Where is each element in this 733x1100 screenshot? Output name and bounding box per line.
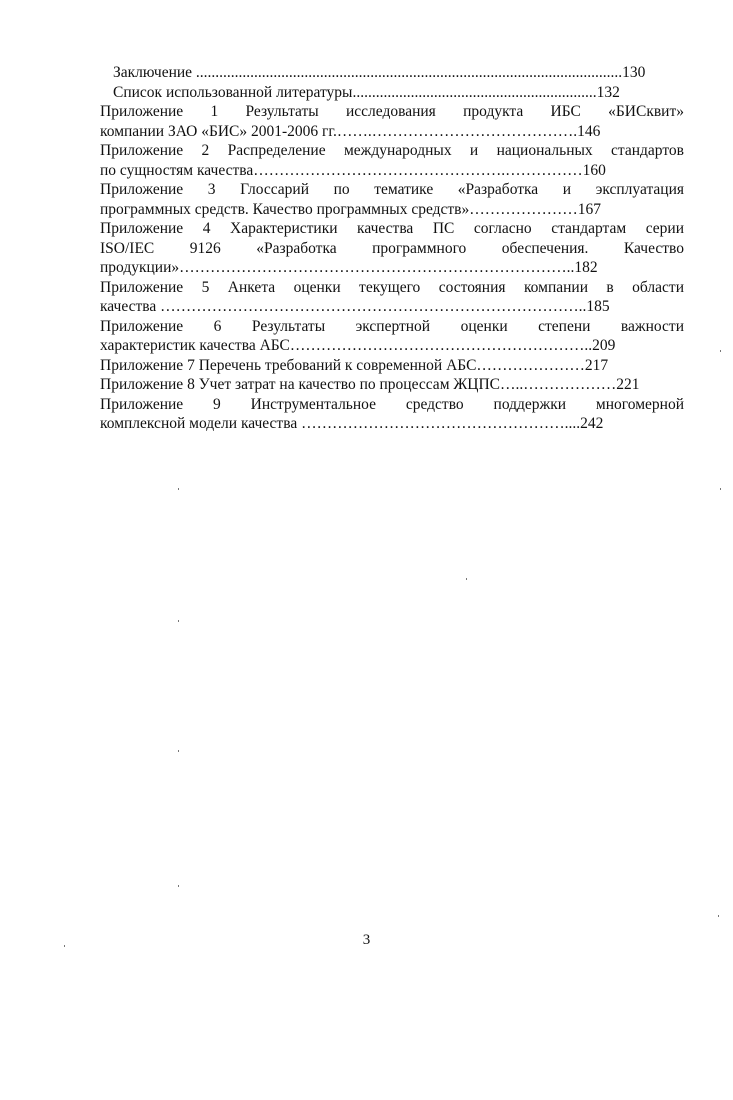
toc-entry-appendix-3-line-1: Приложение 3 Глоссарий по тематике «Разработка и эксплуатация <box>100 181 684 198</box>
toc-entry-appendix-4-line-2: ISO/IEC 9126 «Разработка программного обеспечения. Качество <box>100 239 684 257</box>
toc-entry-appendix-9 <box>100 395 684 434</box>
toc-entry-appendix-5 <box>100 278 684 317</box>
toc-entry-appendix-9-line-1: Приложение 9 Инструментальное средство поддержки многомерной <box>100 395 684 413</box>
toc-entry-appendix-3 <box>100 180 684 219</box>
toc-entry-conclusion: Заключение ..............................................................................................................130 <box>113 64 646 81</box>
scan-speck <box>720 350 721 352</box>
toc-entry-appendix-1-line-2: компании ЗАО «БИС» 2001-2006 гг.…….………………………………….146 <box>100 122 601 140</box>
toc-entry-appendix-6-line-2: характеристик качества АБС…………………………………………………..209 <box>100 337 616 354</box>
toc-entry-appendix-4-line-1: Приложение 4 Характеристики качества ПС согласно стандартам серии <box>100 220 684 237</box>
toc-entry-references: Список использованной литературы...............................................................132 <box>113 83 620 101</box>
scan-speck <box>64 945 65 947</box>
toc-entry-appendix-1-line-1: Приложение 1 Результаты исследования продукта ИБС «БИСквит» <box>100 103 684 120</box>
scan-speck <box>718 915 719 917</box>
scan-speck <box>178 620 179 622</box>
scan-speck <box>466 578 467 580</box>
page-number: 3 <box>362 932 371 948</box>
scan-speck <box>178 488 179 490</box>
scan-speck <box>178 750 179 752</box>
toc-entry-appendix-3-line-2: программных средств. Качество программных средств»…………………167 <box>100 200 601 218</box>
toc-entry-appendix-7: Приложение 7 Перечень требований к современной АБС…………………217 <box>100 356 609 374</box>
toc-entry-appendix-1 <box>100 102 684 141</box>
toc-entry-appendix-6-line-1: Приложение 6 Результаты экспертной оценки степени важности <box>100 317 684 335</box>
toc-entry-appendix-4-line-3: продукции»…………………………………………………………………..182 <box>100 259 598 276</box>
toc-entry-appendix-8: Приложение 8 Учет затрат на качество по процессам ЖЦПС…..………………221 <box>100 376 640 393</box>
toc-entry-appendix-2 <box>100 141 684 180</box>
scan-speck <box>178 885 179 887</box>
toc-entry-appendix-4 <box>100 219 684 278</box>
toc-entry-appendix-5-line-1: Приложение 5 Анкета оценки текущего состояния компании в области <box>100 278 684 296</box>
toc-entry-appendix-9-line-2: комплексной модели качества ……………………………………………....242 <box>100 415 604 432</box>
toc-entry-appendix-2-line-1: Приложение 2 Распределение международных и национальных стандартов <box>100 142 684 159</box>
toc-entry-appendix-2-line-2: по сущностям качества………………………………………….……………160 <box>100 161 606 179</box>
table-of-contents <box>100 63 684 434</box>
scan-speck <box>720 488 721 490</box>
toc-entry-appendix-5-line-2: качества ………………………………………………………………………..185 <box>100 298 610 315</box>
toc-entry-appendix-6 <box>100 317 684 356</box>
